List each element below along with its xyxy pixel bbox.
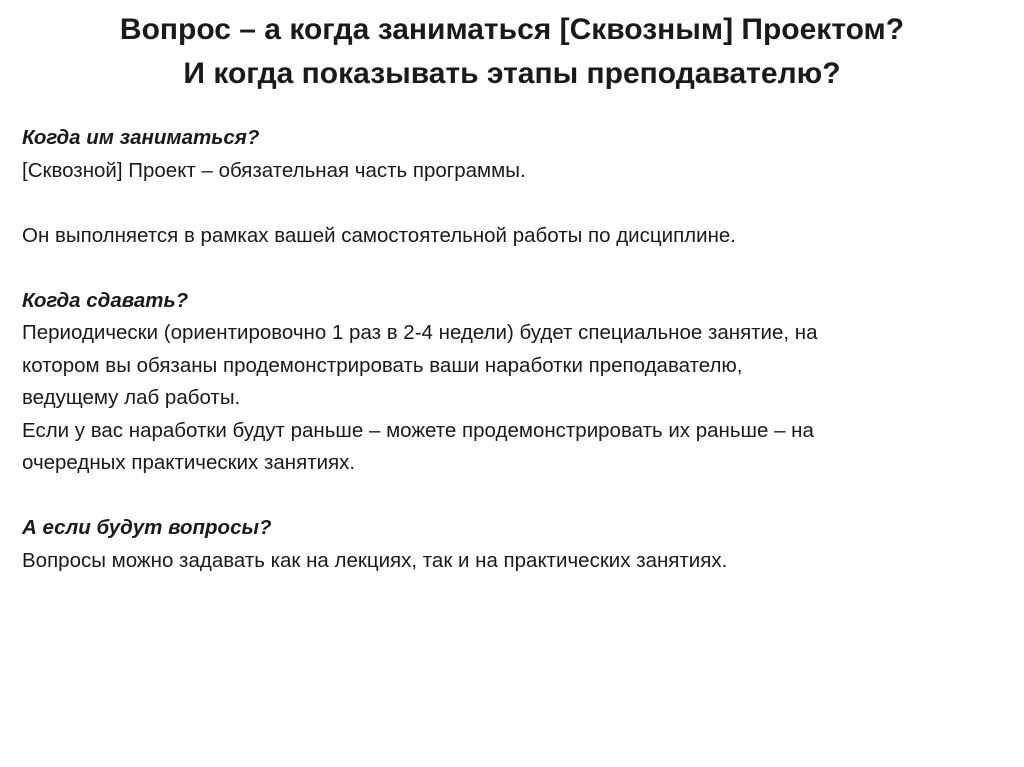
slide-title-line-2: И когда показывать этапы преподавателю? bbox=[183, 57, 841, 90]
section-questions-heading: А если будут вопросы? bbox=[22, 516, 272, 539]
section-when-to-submit-text-1: Периодически (ориентировочно 1 раз в 2-4 недели) будет специальное занятие, на bbox=[22, 321, 818, 344]
spacer bbox=[22, 187, 1002, 220]
section-when-to-submit-text-5: очередных практических занятиях. bbox=[22, 451, 356, 474]
section-when-to-work-text-2: Он выполняется в рамках вашей самостоятельной работы по дисциплине. bbox=[22, 223, 736, 247]
section-when-to-work-text-1: [Сквозной] Проект – обязательная часть программы. bbox=[22, 158, 526, 182]
spacer bbox=[22, 252, 1002, 285]
slide-title bbox=[20, 8, 1004, 96]
slide-title-line-1: Вопрос – а когда заниматься [Сквозным] Проектом? bbox=[119, 13, 905, 46]
section-questions-text-1: Вопросы можно задавать как на лекциях, так и на практических занятиях. bbox=[22, 548, 728, 572]
section-when-to-submit-heading: Когда сдавать? bbox=[22, 288, 189, 312]
section-when-to-submit-text-3: ведущему лаб работы. bbox=[22, 386, 241, 409]
slide-body bbox=[22, 122, 1002, 577]
spacer bbox=[22, 480, 1002, 513]
section-when-to-submit-text-4: Если у вас наработки будут раньше – можете продемонстрировать их раньше – на bbox=[22, 418, 814, 442]
section-when-to-work-heading: Когда им заниматься? bbox=[22, 126, 260, 149]
section-when-to-submit-text-2: котором вы обязаны продемонстрировать ваши наработки преподавателю, bbox=[22, 353, 743, 377]
